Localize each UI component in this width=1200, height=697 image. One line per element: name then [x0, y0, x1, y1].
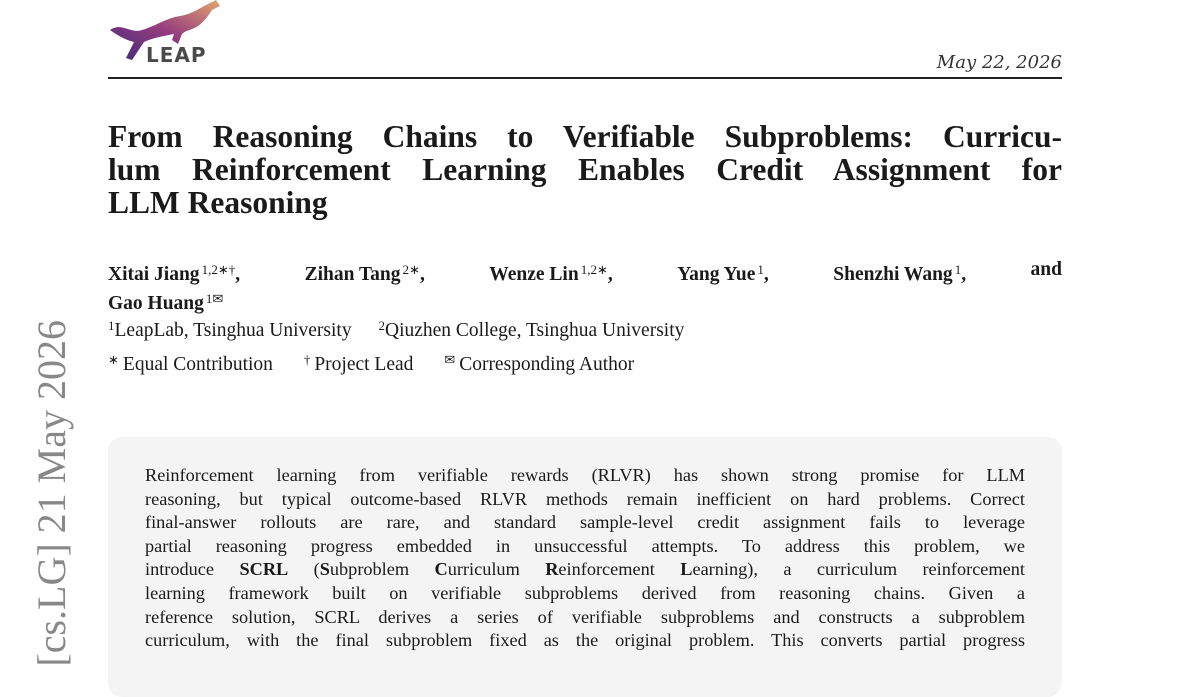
abstract-line: Reinforcement learning from verifiable rewards (RLVR) has shown strong promise for LLM [145, 465, 1025, 485]
author: Shenzhi Wang $^1$, [833, 262, 967, 285]
affiliations [108, 318, 706, 342]
author-notes [108, 352, 660, 376]
author: Wenze Lin $^{1,2∗}$, [489, 262, 613, 285]
title-line: lum Reinforcement Learning Enables Credit Assignment for [108, 152, 1062, 187]
title-line: From Reasoning Chains to Verifiable Subproblems: Curricu- [108, 119, 1062, 154]
title-line: LLM Reasoning [108, 185, 328, 220]
author: Zihan Tang $^{2∗}$, [304, 262, 425, 285]
arxiv-side-stamp: [cs.LG] 21 May 2026 [29, 320, 74, 667]
author-list [108, 258, 1062, 316]
author: Xitai Jiang $^{1,2∗\dagger}$, [108, 262, 241, 285]
abstract-line: introduce SCRL (Subproblem Curriculum Reinforcement Learning), a curriculum reinforcement [145, 559, 1025, 580]
affiliation: $^1$LeapLab, Tsinghua University [108, 318, 352, 341]
logo-wordmark: LEAP [146, 43, 207, 67]
note-project-lead: † Project Lead [303, 352, 414, 375]
note-equal-contribution: ∗ Equal Contribution [108, 352, 273, 375]
author: Yang Yue $^1$, [677, 262, 769, 285]
note-corresponding-author: ✉ Corresponding Author [444, 352, 635, 375]
affiliation: $^2$Qiuzhen College, Tsinghua University [378, 318, 685, 341]
abstract-line: curriculum, with the final subproblem fixed as the original problem. This converts partial progress [145, 630, 1025, 651]
abstract [145, 464, 1025, 653]
abstract-line: partial reasoning progress embedded in unsuccessful attempts. To address this problem, we [145, 535, 1025, 556]
abstract-line: learning framework built on verifiable subproblems derived from reasoning chains. Given a [145, 582, 1025, 603]
header-rule [108, 77, 1062, 79]
abstract-line: reference solution, SCRL derives a series of verifiable subproblems and constructs a subproblem [145, 606, 1025, 627]
abstract-line: reasoning, but typical outcome-based RLVR methods remain inefficient on hard problems. Correct [145, 488, 1025, 509]
paper-title [108, 120, 1062, 219]
abstract-line: final-answer rollouts are rare, and standard sample-level credit assignment fails to leverage [145, 512, 1025, 533]
author: Gao Huang $^{1✉}$ [108, 291, 224, 314]
author-conjunction: and [1030, 259, 1062, 280]
publication-date: May 22, 2026 [936, 52, 1062, 73]
